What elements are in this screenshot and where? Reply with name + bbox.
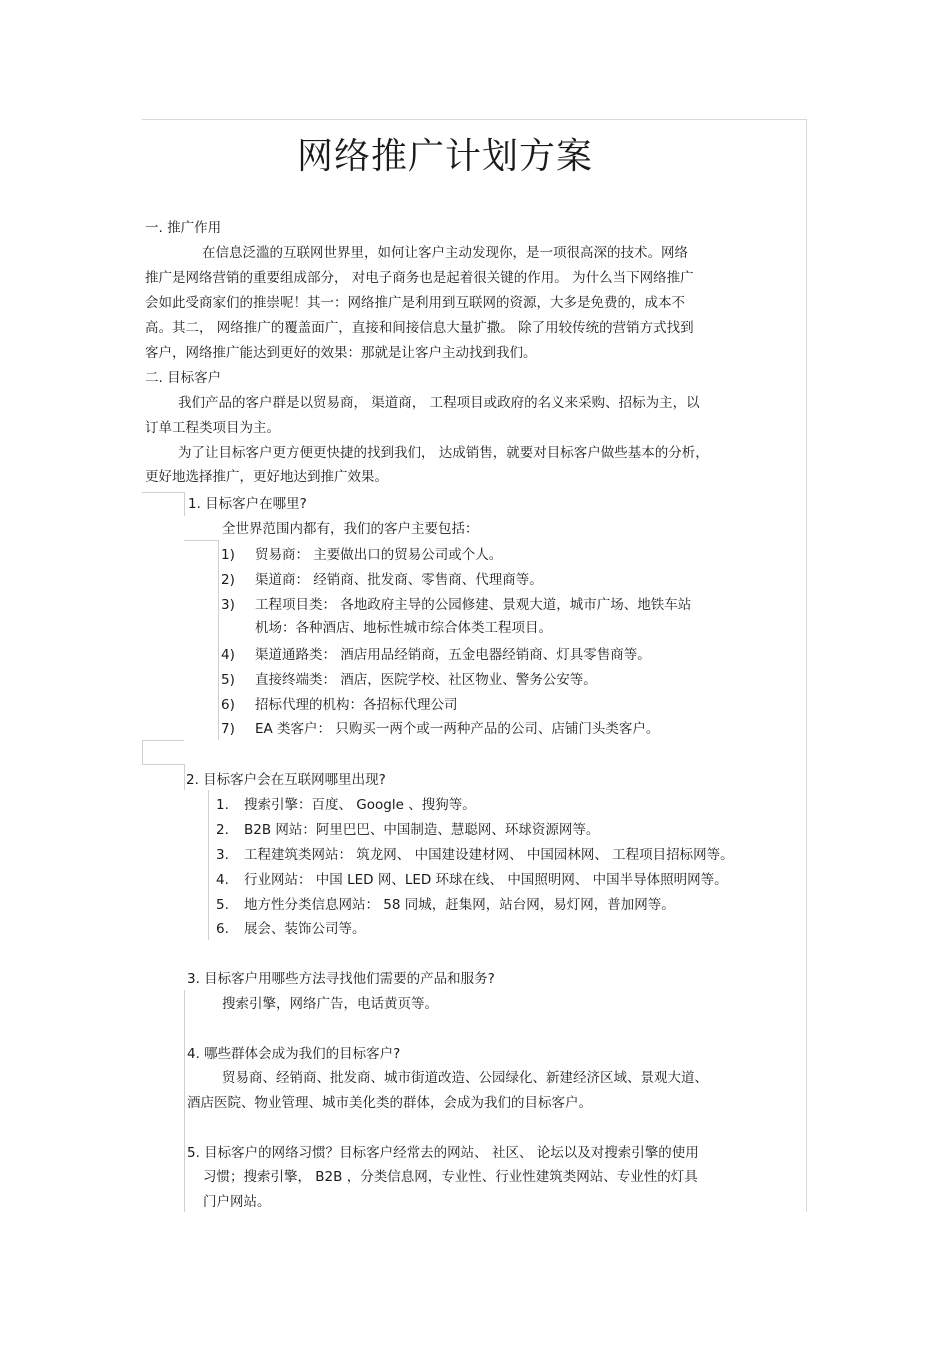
list-item: EA 类客户： 只购买一两个或一两种产品的公司、店铺门头类客户。 bbox=[255, 721, 660, 737]
paragraph-line: 酒店医院、物业管理、城市美化类的群体，会成为我们的目标客户。 bbox=[187, 1095, 592, 1111]
divider-line bbox=[142, 764, 184, 765]
list-item: 直接终端类： 酒店，医院学校、社区物业、警务公安等。 bbox=[255, 672, 597, 688]
list-item: 招标代理的机构：各招标代理公司 bbox=[255, 697, 458, 713]
question-heading: 3. 目标客户用哪些方法寻找他们需要的产品和服务? bbox=[187, 971, 495, 987]
list-item-number: 2) bbox=[221, 572, 235, 588]
list-item: 行业网站： 中国 LED 网、LED 环球在线、 中国照明网、 中国半导体照明网等。 bbox=[244, 872, 728, 888]
paragraph-line: 门户网站。 bbox=[203, 1194, 271, 1210]
list-item: B2B 网站：阿里巴巴、中国制造、慧聪网、环球资源网等。 bbox=[244, 822, 600, 838]
list-item-number: 5. bbox=[216, 897, 229, 913]
divider-line bbox=[184, 540, 218, 541]
question-heading: 1. 目标客户在哪里? bbox=[188, 496, 307, 512]
list-item-number: 2. bbox=[216, 822, 229, 838]
divider-line bbox=[142, 740, 184, 741]
list-item: 地方性分类信息网站： 58 同城，赶集网，站台网，易灯网，普加网等。 bbox=[244, 897, 675, 913]
list-item-number: 7) bbox=[221, 721, 235, 737]
list-item: 渠道商： 经销商、批发商、零售商、代理商等。 bbox=[255, 572, 543, 588]
list-item-continuation: 机场：各种酒店、地标性城市综合体类工程项目。 bbox=[255, 620, 552, 636]
list-item: 工程项目类： 各地政府主导的公园修建、景观大道，城市广场、地铁车站 bbox=[255, 597, 692, 613]
divider-line bbox=[208, 790, 209, 940]
paragraph-line: 更好地选择推广，更好地达到推广效果。 bbox=[145, 469, 388, 485]
question-answer: 搜索引擎，网络广告，电话黄页等。 bbox=[222, 996, 438, 1012]
list-item-number: 4) bbox=[221, 647, 235, 663]
paragraph-line: 推广是网络营销的重要组成部分， 对电子商务也是起着很关键的作用。 为什么当下网络推广 bbox=[145, 270, 694, 286]
paragraph-line: 订单工程类项目为主。 bbox=[145, 420, 280, 436]
paragraph-line: 我们产品的客户群是以贸易商， 渠道商， 工程项目或政府的名义来采购、招标为主，以 bbox=[178, 395, 700, 411]
question-heading: 4. 哪些群体会成为我们的目标客户? bbox=[187, 1046, 401, 1062]
paragraph-line: 客户，网络推广能达到更好的效果：那就是让客户主动找到我们。 bbox=[145, 345, 537, 361]
list-item-number: 5) bbox=[221, 672, 235, 688]
question-heading: 5. 目标客户的网络习惯？目标客户经常去的网站、 社区、 论坛以及对搜索引擎的使用 bbox=[187, 1145, 699, 1161]
paragraph-line: 高。其二， 网络推广的覆盖面广，直接和间接信息大量扩撒。 除了用较传统的营销方式找到 bbox=[145, 320, 694, 336]
list-item-number: 1. bbox=[216, 797, 229, 813]
question-intro: 全世界范围内都有，我们的客户主要包括： bbox=[222, 521, 479, 537]
divider-line bbox=[184, 492, 185, 516]
list-item-number: 3. bbox=[216, 847, 229, 863]
list-item: 工程建筑类网站： 筑龙网、 中国建设建材网、 中国园林网、 工程项目招标网等。 bbox=[244, 847, 734, 863]
paragraph-line: 习惯；搜索引擎， B2B ，分类信息网，专业性、行业性建筑类网站、专业性的灯具 bbox=[203, 1169, 698, 1185]
divider-line bbox=[142, 740, 143, 764]
document-title: 网络推广计划方案 bbox=[296, 136, 593, 177]
list-item: 搜索引擎：百度、 Google 、搜狗等。 bbox=[244, 797, 476, 813]
paragraph-line: 为了让目标客户更方便更快捷的找到我们， 达成销售，就要对目标客户做些基本的分析， bbox=[178, 445, 709, 461]
divider-line bbox=[142, 492, 184, 493]
divider-line bbox=[184, 764, 185, 790]
paragraph-line: 在信息泛滥的互联网世界里，如何让客户主动发现你，是一项很高深的技术。网络 bbox=[202, 245, 688, 261]
list-item: 渠道通路类： 酒店用品经销商，五金电器经销商、灯具零售商等。 bbox=[255, 647, 651, 663]
section-heading: 一. 推广作用 bbox=[145, 220, 222, 236]
list-item: 贸易商： 主要做出口的贸易公司或个人。 bbox=[255, 547, 503, 563]
list-item-number: 4. bbox=[216, 872, 229, 888]
list-item-number: 1) bbox=[221, 547, 235, 563]
question-heading: 2. 目标客户会在互联网哪里出现? bbox=[186, 772, 386, 788]
list-item: 展会、装饰公司等。 bbox=[244, 921, 366, 937]
section-heading: 二. 目标客户 bbox=[145, 370, 222, 386]
divider-line bbox=[218, 540, 219, 740]
list-item-number: 6) bbox=[221, 697, 235, 713]
paragraph-line: 会如此受商家们的推崇呢！其一：网络推广是利用到互联网的资源，大多是免费的，成本不 bbox=[145, 295, 685, 311]
list-item-number: 3) bbox=[221, 597, 235, 613]
paragraph-line: 贸易商、经销商、批发商、城市街道改造、公园绿化、新建经济区域、景观大道、 bbox=[222, 1070, 708, 1086]
list-item-number: 6. bbox=[216, 921, 229, 937]
divider-line bbox=[184, 990, 185, 1212]
